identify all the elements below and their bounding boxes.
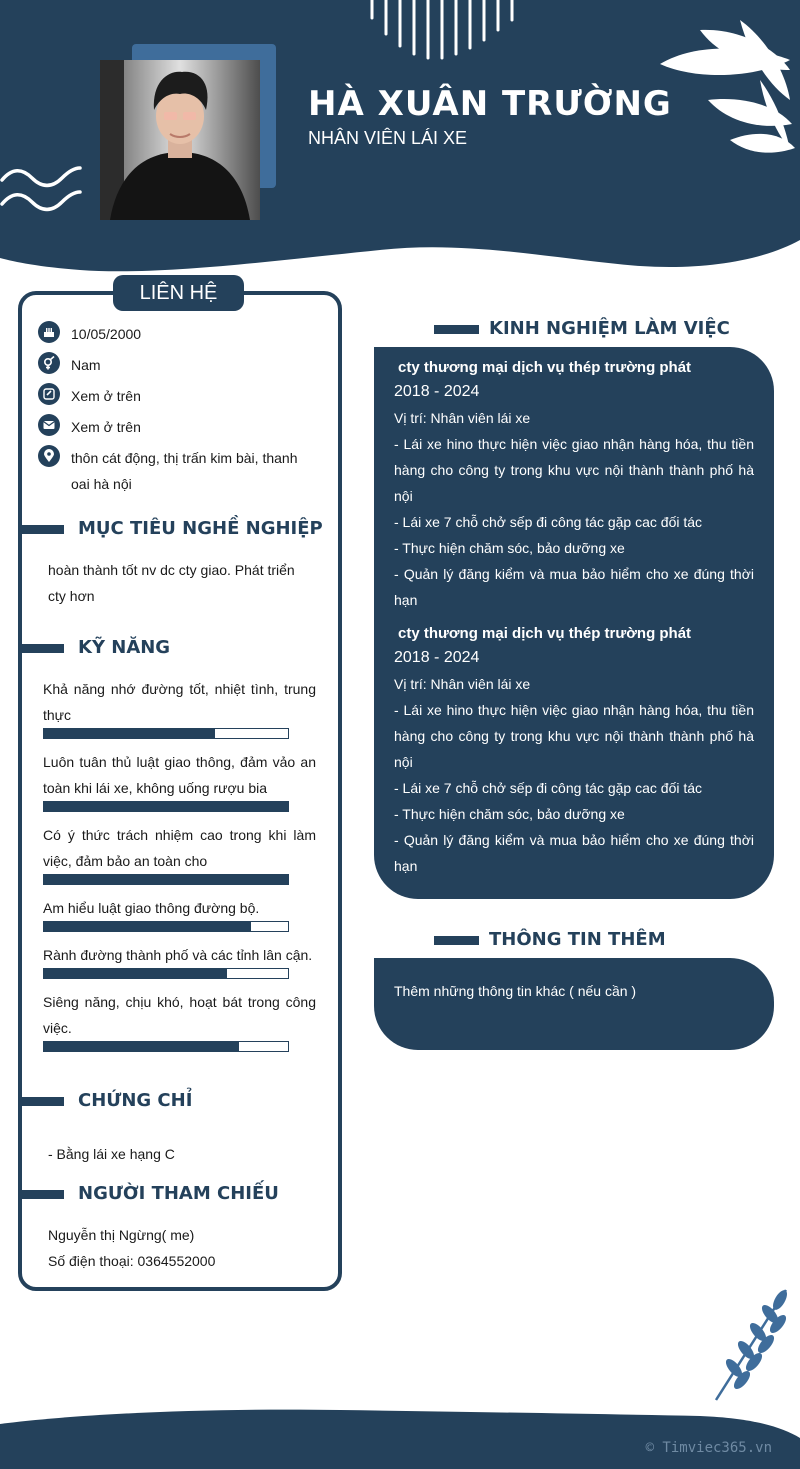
skill-text: Khả năng nhớ đường tốt, nhiệt tình, trung thực: [43, 681, 316, 723]
experience-company: cty thương mại dịch vụ thép trường phát: [398, 359, 692, 376]
skill-text: Am hiểu luật giao thông đường bộ.: [43, 900, 260, 916]
contact-birthday-text: 10/05/2000: [71, 326, 142, 342]
contact-birthday: [38, 321, 311, 347]
experience-detail: - Quản lý đăng kiểm và mua bảo hiểm cho xe đúng thời hạn: [394, 832, 754, 874]
experience-heading-bar: [434, 325, 479, 334]
experience-time: 2018 - 2024: [394, 649, 480, 666]
additional-info-heading: THÔNG TIN THÊM: [489, 929, 666, 950]
additional-info-box: [374, 958, 774, 1050]
experience-company: cty thương mại dịch vụ thép trường phát: [398, 625, 692, 642]
reference-phone: Số điện thoại: 0364552000: [48, 1253, 216, 1269]
candidate-name: HÀ XUÂN TRƯỜNG: [308, 84, 672, 124]
skill-level-fill: [44, 729, 215, 738]
skills-heading-bar: [22, 644, 64, 653]
references-heading: NGƯỜI THAM CHIẾU: [78, 1183, 279, 1204]
gender-icon: [38, 352, 60, 374]
experience-detail: - Lái xe hino thực hiện việc giao nhận hàng hóa, thu tiền hàng cho công ty trong khu vực nội thành thành phố hà nội: [394, 702, 754, 770]
certificates-heading-bar: [22, 1097, 64, 1106]
skill-level-fill: [44, 922, 251, 931]
experience-time: 2018 - 2024: [394, 383, 480, 400]
experience-detail: - Quản lý đăng kiểm và mua bảo hiểm cho xe đúng thời hạn: [394, 566, 754, 608]
skill-text: Có ý thức trách nhiệm cao trong khi làm việc, đảm bảo an toàn cho: [43, 827, 316, 869]
certificates-text: - Bằng lái xe hạng C: [48, 1146, 175, 1162]
contact-heading: LIÊN HỆ: [113, 275, 244, 311]
experience-position: Vị trí: Nhân viên lái xe: [394, 676, 531, 692]
skill-level-fill: [44, 802, 288, 811]
objective-heading: MỤC TIÊU NGHỀ NGHIỆP: [78, 518, 323, 539]
experience-detail: - Lái xe 7 chỗ chở sếp đi công tác gặp cac đối tác: [394, 514, 703, 530]
skill-text: Siêng năng, chịu khó, hoạt bát trong công việc.: [43, 994, 316, 1036]
leaf-branch-decoration: [708, 1286, 792, 1404]
skill-level-bar: [43, 801, 289, 812]
skill-level-fill: [44, 875, 288, 884]
contact-email-text: Xem ở trên: [71, 419, 141, 435]
contact-email: [38, 414, 311, 440]
objective-heading-bar: [22, 525, 64, 534]
skill-level-bar: [43, 921, 289, 932]
skills-heading: KỸ NĂNG: [78, 637, 171, 658]
references-heading-bar: [22, 1190, 64, 1199]
additional-info-heading-bar: [434, 936, 479, 945]
skill-level-bar: [43, 968, 289, 979]
experience-detail: - Lái xe hino thực hiện việc giao nhận hàng hóa, thu tiền hàng cho công ty trong khu vực nội thành thành phố hà nội: [394, 436, 754, 504]
skill-level-bar: [43, 728, 289, 739]
skill-level-fill: [44, 969, 227, 978]
location-pin-icon: [38, 445, 60, 467]
experience-detail: - Thực hiện chăm sóc, bảo dưỡng xe: [394, 806, 625, 822]
contact-address-text: thôn cát động, thị trấn kim bài, thanh oai hà nội: [71, 450, 298, 492]
objective-text: hoàn thành tốt nv dc cty giao. Phát triển cty hơn: [48, 562, 295, 604]
watermark: © Timviec365.vn: [645, 1440, 772, 1456]
birthday-cake-icon: [38, 321, 60, 343]
email-icon: [38, 414, 60, 436]
experience-detail: - Thực hiện chăm sóc, bảo dưỡng xe: [394, 540, 625, 556]
job-title: NHÂN VIÊN LÁI XE: [308, 128, 468, 148]
contact-phone-text: Xem ở trên: [71, 388, 141, 404]
additional-info-text: Thêm những thông tin khác ( nếu cần ): [394, 983, 637, 999]
skill-level-fill: [44, 1042, 239, 1051]
skill-level-bar: [43, 1041, 289, 1052]
skill-text: Luôn tuân thủ luật giao thông, đảm vảo an toàn khi lái xe, không uống rượu bia: [43, 754, 316, 796]
skill-text: Rành đường thành phố và các tỉnh lân cận.: [43, 947, 313, 963]
footer-background: [0, 1400, 800, 1469]
certificates-heading: CHỨNG CHỈ: [78, 1090, 193, 1111]
contact-address: [38, 445, 311, 497]
experience-position: Vị trí: Nhân viên lái xe: [394, 410, 531, 426]
phone-icon: [38, 383, 60, 405]
experience-detail: - Lái xe 7 chỗ chở sếp đi công tác gặp cac đối tác: [394, 780, 703, 796]
contact-gender-text: Nam: [71, 357, 101, 373]
profile-photo: [100, 60, 260, 220]
reference-name: Nguyễn thị Ngừng( me): [48, 1227, 195, 1243]
skill-level-bar: [43, 874, 289, 885]
contact-phone: [38, 383, 311, 409]
contact-gender: [38, 352, 311, 378]
experience-heading: KINH NGHIỆM LÀM VIỆC: [489, 318, 730, 339]
